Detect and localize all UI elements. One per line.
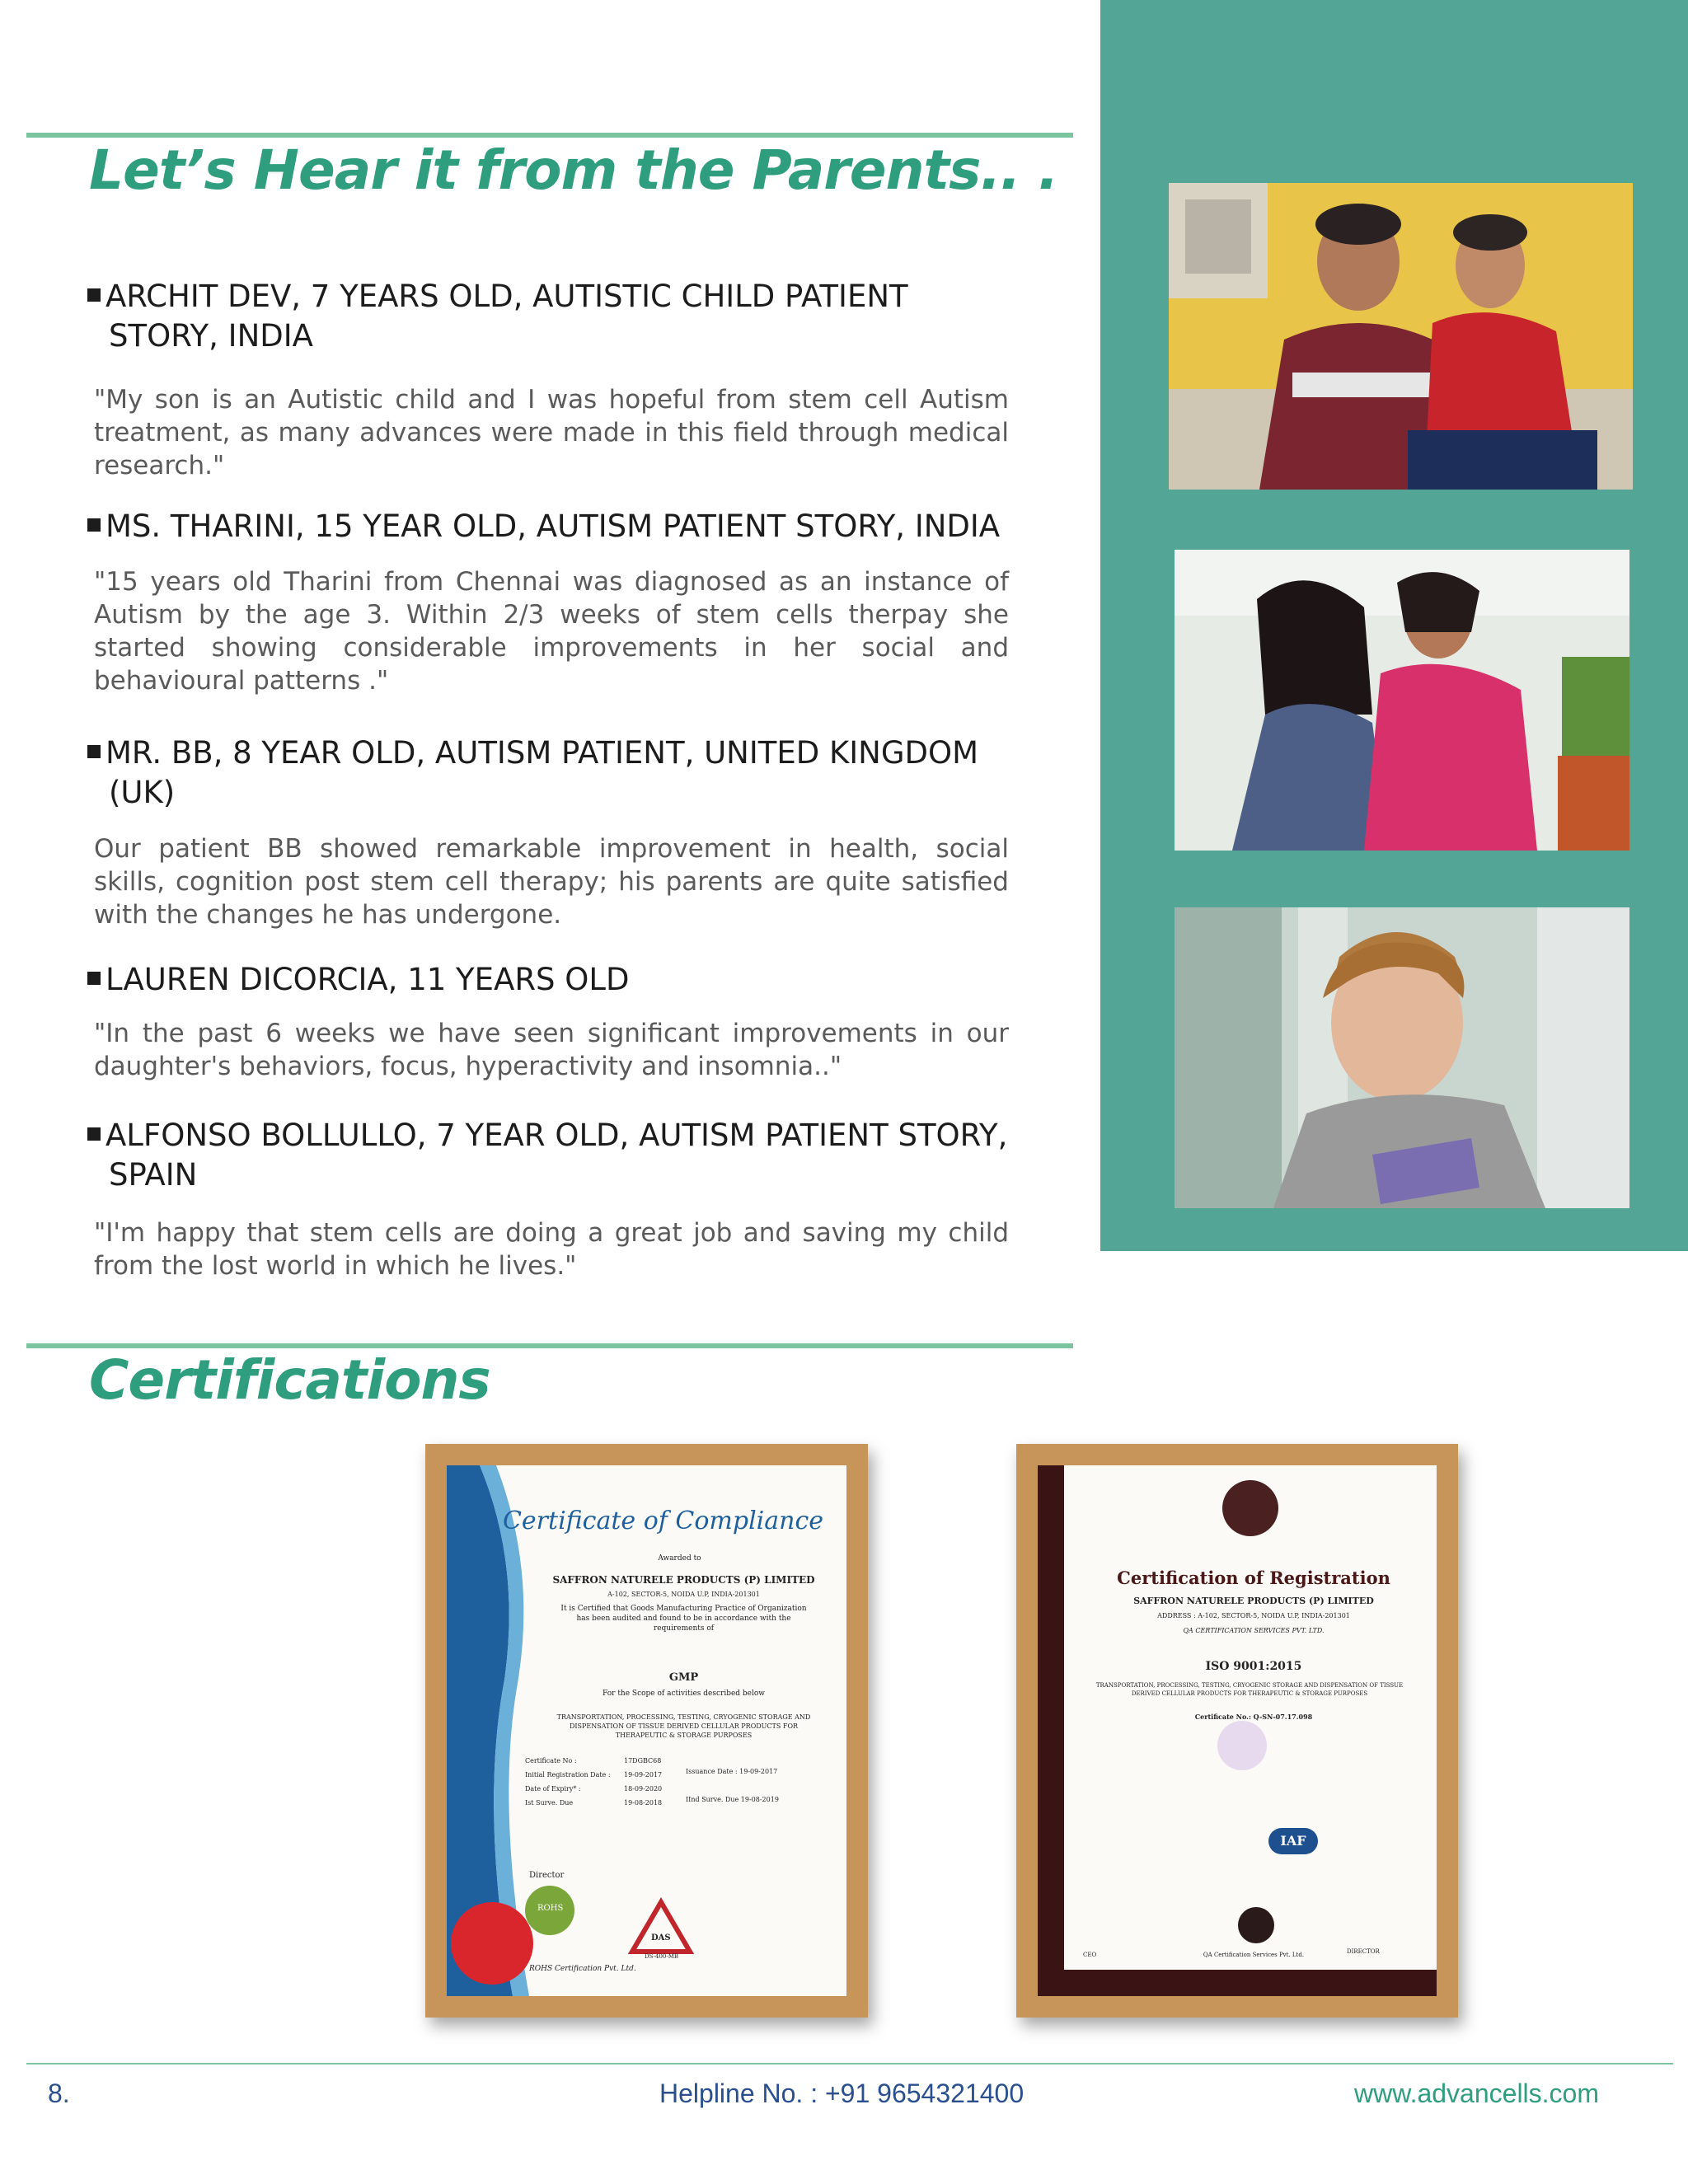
certificate-awarded: Awarded to	[658, 1554, 701, 1563]
field-label: Certificate No :	[525, 1757, 577, 1765]
certificate-footer-issuer: QA Certification Services Pvt. Ltd.	[1203, 1952, 1305, 1958]
parents-section-title: Let’s Hear it from the Parents.. .	[89, 138, 1058, 202]
field-row	[525, 1782, 662, 1796]
bullet-icon	[87, 1127, 101, 1141]
footer-divider	[26, 2063, 1673, 2064]
story-title-line2: STORY, INDIA	[109, 318, 313, 354]
story-quote-bb: Our patient BB showed remarkable improvement in health, social skills, cognition post stem cell therapy; his parents are quite satisfied with the changes he has undergone.	[94, 834, 1009, 930]
story-title-line2: (UK)	[109, 775, 176, 810]
story-title-line1: LAUREN DICORCIA, 11 YEARS OLD	[106, 962, 630, 997]
story-quote-archit: "My son is an Autistic child and I was hopeful from stem cell Autism treatment, as many advances were made in this field through medical research."	[94, 385, 1009, 480]
certificate-title: Certificate of Compliance	[502, 1507, 824, 1535]
certificate-address: ADDRESS : A-102, SECTOR-5, NOIDA U.P, INDIA-201301	[1157, 1612, 1350, 1619]
certificate-number: Certificate No.: Q-SN-07.17.098	[1194, 1713, 1313, 1721]
bullet-icon	[87, 518, 101, 532]
story-title-tharini	[87, 507, 1076, 546]
story-quote-tharini: "15 years old Tharini from Chennai was diagnosed as an instance of Autism by the age 3. Within 2/3 weeks of stem cells therpay she started showing considerable improvements in her social and behavioural patterns ."	[94, 567, 1009, 696]
certificate-title: Certification of Registration	[1117, 1568, 1390, 1588]
certificate-registration	[1038, 1465, 1437, 1996]
field-row	[525, 1754, 662, 1768]
certificate-registration-frame	[1016, 1444, 1458, 2018]
field-label: Ist Surve. Due	[525, 1799, 574, 1807]
field-row	[525, 1796, 662, 1810]
website-link[interactable]: www.advancells.com	[1354, 2079, 1599, 2108]
field-row	[525, 1768, 662, 1782]
certificate-logo-code: DS-400-MB	[645, 1953, 679, 1960]
certificate-seal-text: ROHS	[537, 1904, 564, 1913]
story-title-line1: ARCHIT DEV, 7 YEARS OLD, AUTISTIC CHILD PATIENT	[106, 279, 908, 314]
page-number: 8.	[48, 2079, 70, 2108]
story-quote-lauren: "In the past 6 weeks we have seen significant improvements in our daughter's behaviors, focus, hyperactivity and insomnia.."	[94, 1019, 1009, 1081]
helpline: Helpline No. : +91 9654321400	[659, 2079, 1025, 2108]
certificate-scope: For the Scope of activities described below	[602, 1690, 765, 1698]
story-title-archit	[87, 277, 1076, 356]
field-value: 18-09-2020	[624, 1785, 663, 1793]
certificate-director-label: DIRECTOR	[1347, 1948, 1380, 1955]
certifications-section-title: Certifications	[89, 1348, 490, 1412]
border-decoration	[1038, 1465, 1437, 1996]
bullet-icon	[87, 745, 101, 758]
certificate-fields	[525, 1754, 662, 1810]
bullet-icon	[87, 288, 101, 302]
field-value: 17DGBC68	[624, 1757, 662, 1765]
certificate-company: SAFFRON NATURELE PRODUCTS (P) LIMITED	[1133, 1596, 1374, 1606]
certificate-second-surve: IInd Surve. Due 19-08-2019	[686, 1796, 779, 1803]
certificate-company: SAFFRON NATURELE PRODUCTS (P) LIMITED	[552, 1574, 815, 1586]
field-label: Initial Registration Date :	[525, 1771, 611, 1779]
certificate-scope-detail: TRANSPORTATION, PROCESSING, TESTING, CRYOGENIC STORAGE AND DISPENSATION OF TISSUE DERIVED CELLULAR PRODUCTS FOR THERAPEUTIC & STORAGE PURPOSES	[1095, 1682, 1404, 1697]
story-title-line2: SPAIN	[109, 1157, 198, 1193]
certificate-ceo-label: CEO	[1083, 1952, 1097, 1958]
story-quote-alfonso: "I'm happy that stem cells are doing a great job and saving my child from the lost world in which he lives."	[94, 1218, 1009, 1281]
story-title-alfonso	[87, 1116, 1076, 1195]
certificate-standard: GMP	[668, 1671, 699, 1684]
certificate-logo-text: DAS	[651, 1933, 671, 1943]
certificate-compliance-frame	[425, 1444, 868, 2018]
section-divider-top	[26, 133, 1073, 138]
certificate-standard: ISO 9001:2015	[1205, 1660, 1302, 1673]
certificate-compliance	[447, 1465, 846, 1996]
certificate-issuer: ROHS Certification Pvt. Ltd.	[529, 1965, 636, 1973]
photo-boy	[1175, 907, 1629, 1208]
story-title-lauren	[87, 960, 1076, 1000]
certificate-scope-detail: TRANSPORTATION, PROCESSING, TESTING, CRYOGENIC STORAGE AND DISPENSATION OF TISSUE DERIVED CELLULAR PRODUCTS FOR THERAPEUTIC & STORAGE PURPOSES	[556, 1713, 811, 1739]
story-title-line1: ALFONSO BOLLULLO, 7 YEAR OLD, AUTISM PATIENT STORY,	[106, 1118, 1008, 1153]
certificate-address: A-102, SECTOR-5, NOIDA U.P, INDIA-201301	[607, 1591, 760, 1598]
certificate-body: It is Certified that Goods Manufacturing Practice of Organization has been audited and found to be in accordance with the requirements of	[560, 1605, 807, 1633]
story-title-line1: MS. THARINI, 15 YEAR OLD, AUTISM PATIENT STORY, INDIA	[106, 509, 1001, 544]
field-label: Date of Expiry* :	[525, 1785, 581, 1793]
field-value: 19-09-2017	[624, 1771, 663, 1779]
accreditation-logo: IAF	[1268, 1828, 1318, 1854]
photo-father-and-son	[1169, 183, 1633, 490]
photo-mother-and-daughter	[1175, 550, 1629, 851]
certificate-signer: Director	[529, 1871, 565, 1880]
bullet-icon	[87, 972, 101, 985]
story-title-line1: MR. BB, 8 YEAR OLD, AUTISM PATIENT, UNITED KINGDOM	[106, 735, 979, 771]
field-value: 19-08-2018	[624, 1799, 663, 1807]
certificate-issuance: Issuance Date : 19-09-2017	[686, 1768, 778, 1775]
story-title-bb	[87, 733, 1076, 813]
certificate-issuer-line: QA CERTIFICATION SERVICES PVT. LTD.	[1183, 1627, 1325, 1634]
